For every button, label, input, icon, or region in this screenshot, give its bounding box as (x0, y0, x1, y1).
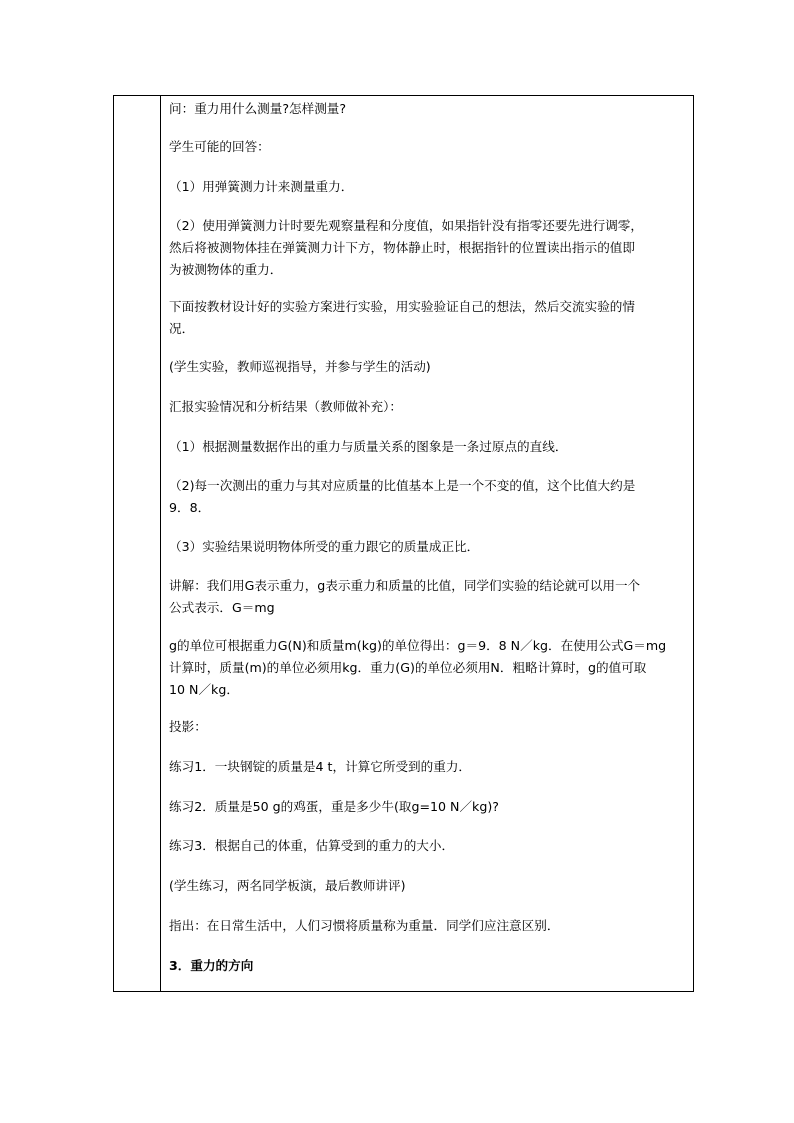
text-line: 投影： (169, 719, 207, 734)
student-answer-intro (169, 136, 689, 158)
student-experiment-note (169, 356, 689, 378)
text-line: 学生可能的回答： (169, 139, 270, 154)
text-line: 为被测物体的重力． (169, 262, 283, 277)
table-content-cell (161, 96, 693, 991)
text-line: 10 N／kg． (169, 682, 239, 697)
result-item-3 (169, 536, 689, 558)
text-line: 练习2．质量是50 g的鸡蛋，重是多少牛(取g=10 N／kg)? (169, 799, 499, 814)
text-line: 问：重力用什么测量?怎样测量? (169, 101, 347, 116)
point-out-paragraph (169, 915, 689, 937)
exercise-3 (169, 835, 689, 857)
text-line: （2)每一次测出的重力与其对应质量的比值基本上是一个不变的值，这个比值大约是 (169, 478, 636, 493)
exercise-1 (169, 756, 689, 778)
text-line: 然后将被测物体挂在弹簧测力计下方，物体静止时，根据指针的位置读出指示的值即 (169, 240, 635, 255)
text-line: （2）使用弹簧测力计时要先观察量程和分度值，如果指针没有指零还要先进行调零， (169, 218, 643, 233)
question-paragraph (169, 98, 689, 120)
section-heading-gravity-direction (169, 955, 689, 977)
text-line: (学生练习，两名同学板演，最后教师讲评) (169, 878, 406, 893)
report-intro (169, 396, 689, 418)
answer-item-1 (169, 176, 689, 198)
text-line: g的单位可根据重力G(N)和质量m(kg)的单位得出：g＝9．8 N／kg．在使用公式G＝mg (169, 638, 667, 653)
text-line: 况． (169, 321, 195, 336)
text-line: 练习1．一块钢锭的质量是4 t，计算它所受到的重力． (169, 759, 472, 774)
result-item-1 (169, 436, 689, 458)
text-line: 指出：在日常生活中，人们习惯将质量称为重量．同学们应注意区别． (169, 918, 560, 933)
projection-label (169, 716, 689, 738)
exercise-2 (169, 796, 689, 818)
text-line: （3）实验结果说明物体所受的重力跟它的质量成正比． (169, 539, 480, 554)
text-line: （1）根据测量数据作出的重力与质量关系的图象是一条过原点的直线． (169, 439, 568, 454)
experiment-instruction (169, 296, 689, 340)
answer-item-2 (169, 215, 689, 281)
result-item-2 (169, 475, 689, 519)
text-line: 3．重力的方向 (169, 958, 254, 973)
explanation-paragraph (169, 575, 689, 619)
text-line: （1）用弹簧测力计来测量重力． (169, 179, 354, 194)
text-line: 下面按教材设计好的实验方案进行实验，用实验验证自己的想法，然后交流实验的情 (169, 299, 635, 314)
text-line: 9．8． (169, 500, 211, 515)
student-practice-note (169, 875, 689, 897)
text-line: 计算时，质量(m)的单位必须用kg．重力(G)的单位必须用N．粗略计算时，g的值可取 (169, 660, 647, 675)
lesson-table (113, 95, 694, 992)
text-line: 练习3．根据自己的体重，估算受到的重力的大小． (169, 838, 455, 853)
table-left-column (114, 96, 161, 991)
unit-explanation (169, 635, 689, 701)
text-line: 讲解：我们用G表示重力，g表示重力和质量的比值，同学们实验的结论就可以用一个 (169, 578, 641, 593)
text-line: 公式表示．G＝mg (169, 600, 275, 615)
text-line: (学生实验，教师巡视指导，并参与学生的活动) (169, 359, 431, 374)
text-line: 汇报实验情况和分析结果（教师做补充）： (169, 399, 402, 414)
